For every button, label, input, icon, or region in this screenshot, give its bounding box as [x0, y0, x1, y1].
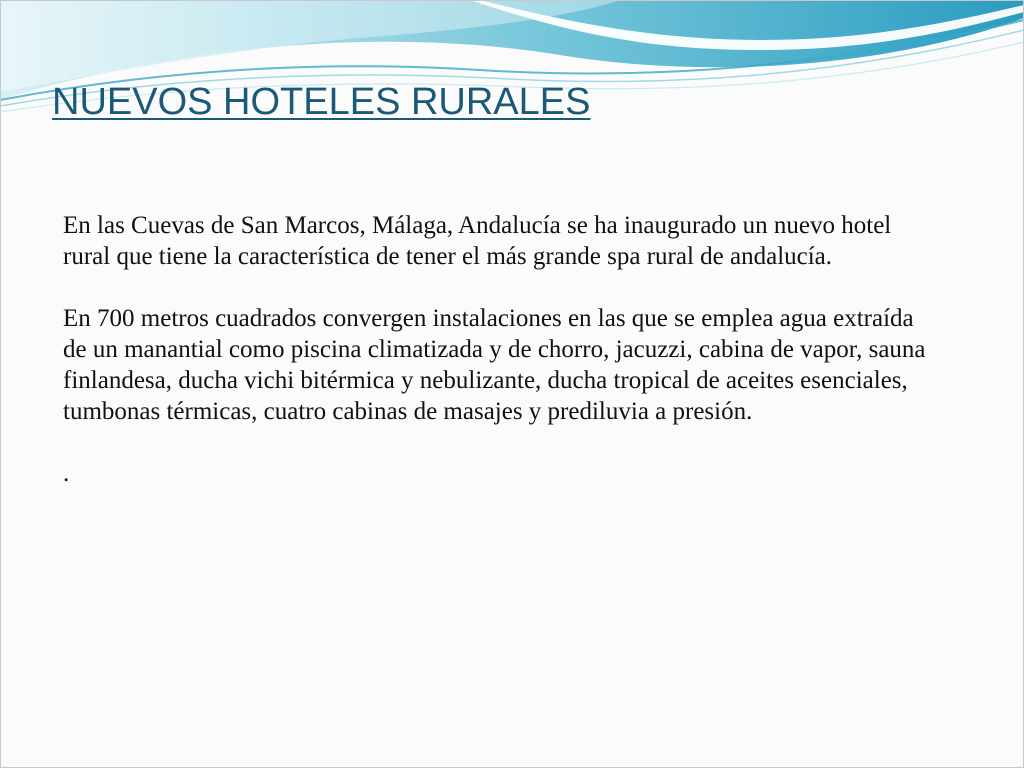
slide-title: NUEVOS HOTELES RURALES	[52, 81, 591, 123]
body-paragraph: .	[63, 460, 70, 487]
slide-body	[63, 210, 943, 520]
body-paragraph: En 700 metros cuadrados convergen instalaciones en las que se emplea agua extraída de un manantial como piscina climatizada y de chorro, jacuzzi, cabina de vapor, sauna finlandesa, ducha vichi bitérmica y nebulizante, ducha tropical de aceites esenciales, tumbonas térmicas, cuatro cabinas de masajes y prediluvia a presión.	[63, 305, 926, 425]
body-paragraph: En las Cuevas de San Marcos, Málaga, Andalucía se ha inaugurado un nuevo hotel rural que tiene la característica de tener el más grande spa rural de andalucía.	[63, 212, 892, 270]
